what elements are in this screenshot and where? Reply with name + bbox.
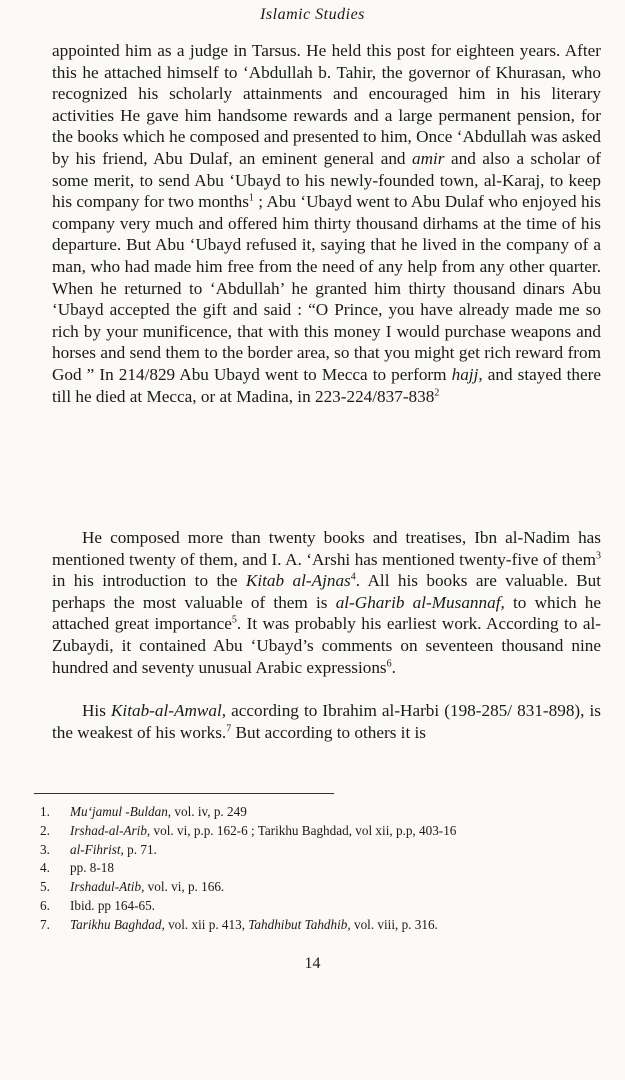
footnote-divider	[34, 793, 334, 794]
footnote-item	[40, 859, 600, 878]
text-run: vol. viii, p. 316.	[350, 916, 438, 932]
text-run: .	[391, 657, 396, 677]
footnote-ref: 6	[386, 657, 392, 669]
italic-text: Tahdhibut Tahdhib,	[248, 916, 351, 932]
text-run: vol. xii p. 413,	[164, 916, 249, 932]
footnote-number: 7.	[40, 916, 50, 932]
footnote-ref: 7	[226, 722, 232, 734]
footnote-ref: 1	[248, 192, 254, 204]
text-run: His	[82, 701, 111, 720]
page-number: 14	[304, 955, 321, 972]
footnote-item	[40, 916, 600, 935]
footnote-ref: 4	[350, 571, 356, 583]
text-run: and also a scholar of some merit, to send Abu ‘Ubayd to his newly-founded town, al-Karaj, to keep his company for two months	[52, 148, 601, 212]
text-run: . It was probably his earliest work. According to al-Zubaydi, it contained Abu ‘Ubayd’s comments on seventeen thousand nine hundred and seventy unusual Arabic expressions	[52, 614, 601, 677]
body-paragraph-3	[52, 700, 601, 743]
paragraph-text	[52, 527, 601, 678]
text-run: pp. 8-18	[70, 860, 114, 876]
footnote-text	[70, 803, 247, 822]
footnote-text	[70, 897, 155, 916]
footnote-ref: 5	[231, 614, 237, 626]
footnote-number: 3.	[40, 841, 50, 857]
footnote-text	[70, 859, 114, 878]
italic-text: amir	[412, 148, 445, 168]
footnote-item	[40, 841, 600, 860]
italic-text: al-Fihrist,	[70, 841, 124, 857]
footnote-text	[70, 878, 224, 897]
footnote-number: 1.	[40, 804, 50, 819]
italic-text: Irshad-al-Arib,	[70, 822, 151, 838]
italic-text: al-Gharib al-Musannaf,	[335, 592, 505, 612]
footnote-number: 2.	[40, 822, 50, 838]
italic-text: Tarikhu Baghdad,	[70, 916, 165, 932]
footnote-ref: 3	[596, 549, 601, 561]
running-head: Islamic Studies	[260, 6, 365, 23]
footnote-number: 5.	[40, 879, 50, 895]
body-paragraph-2	[52, 527, 601, 678]
text-run: p. 71.	[123, 841, 157, 857]
text-run: vol. iv, p. 249	[171, 804, 247, 819]
italic-text: Irshadul-Atib,	[70, 879, 145, 895]
text-run: appointed him as a judge in Tarsus. He held this post for eighteen years. After this he attached himself to ‘Abdullah b. Tahir, the governor of Khurasan, who recognized his scholarly attainments and encouraged him in his literary activities He gave him handsome rewards and a large permanent pension, for the books which he composed and presented to him, Once ‘Abdullah was asked by his friend, Abu Dulaf, an eminent general and	[52, 41, 601, 168]
footnote-item	[40, 897, 600, 916]
text-run: vol. vi, p. 166.	[144, 879, 225, 895]
text-run: Ibid. pp 164-65.	[70, 897, 155, 913]
text-run: ; Abu ‘Ubayd went to Abu Dulaf who enjoyed his company very much and offered him thirty thousand dirhams at the time of his departure. But Abu ‘Ubayd refused it, saying that he lived in the company of a man, who had made him free from the need of any help from any other quarter. When he returned to ‘Abdullah’ he granted him thirty thousand dinars Abu ‘Ubayd accepted the gift and said : “O Prince, you have already made me so rich by your munificence, that with this money I would purchase weapons and horses and send them to the border area, so that you might get rich reward from God ” In 214/829 Abu Ubayd went to Mecca to perform	[52, 192, 601, 384]
paragraph-text	[52, 700, 601, 743]
text-run: in his introduction to the	[52, 571, 246, 591]
italic-text: Kitab-al-Amwal,	[110, 701, 227, 720]
footnote-item	[40, 822, 600, 841]
footnote-text	[70, 841, 157, 860]
text-run: and stayed there till he died at Mecca, or at Madina, in 223-224/837-838	[52, 364, 601, 406]
text-run: to which he attached great importance	[52, 592, 602, 634]
footnote-text	[70, 822, 456, 841]
text-run: But according to others it is	[231, 722, 426, 742]
footnote-item	[40, 803, 600, 822]
italic-text: hajj,	[451, 364, 483, 384]
text-run: vol. vi, p.p. 162-6 ; Tarikhu Baghdad, vol xii, p.p, 403-16	[150, 822, 457, 838]
text-run: He composed more than twenty books and treatises, Ibn al-Nadim has mentioned twenty of them, and I. A. ‘Arshi has mentioned twenty-five of them	[52, 528, 601, 569]
footnote-ref: 2	[434, 386, 440, 398]
italic-text: Mu‘jamul -Buldan,	[70, 804, 172, 819]
footnotes-list	[40, 803, 600, 935]
paragraph-text	[52, 40, 601, 407]
text-run: according to Ibrahim al-Harbi (198-285/ 831-898), is the weakest of his works.	[52, 701, 601, 742]
text-run: . All his books are valuable. But perhaps the most valuable of them is	[52, 571, 601, 612]
footnote-number: 4.	[40, 860, 50, 876]
footnote-item	[40, 878, 600, 897]
footnote-text	[70, 916, 438, 935]
body-paragraph-1	[52, 40, 601, 407]
italic-text: Kitab al-Ajnas	[245, 571, 351, 591]
footnote-number: 6.	[40, 897, 50, 913]
